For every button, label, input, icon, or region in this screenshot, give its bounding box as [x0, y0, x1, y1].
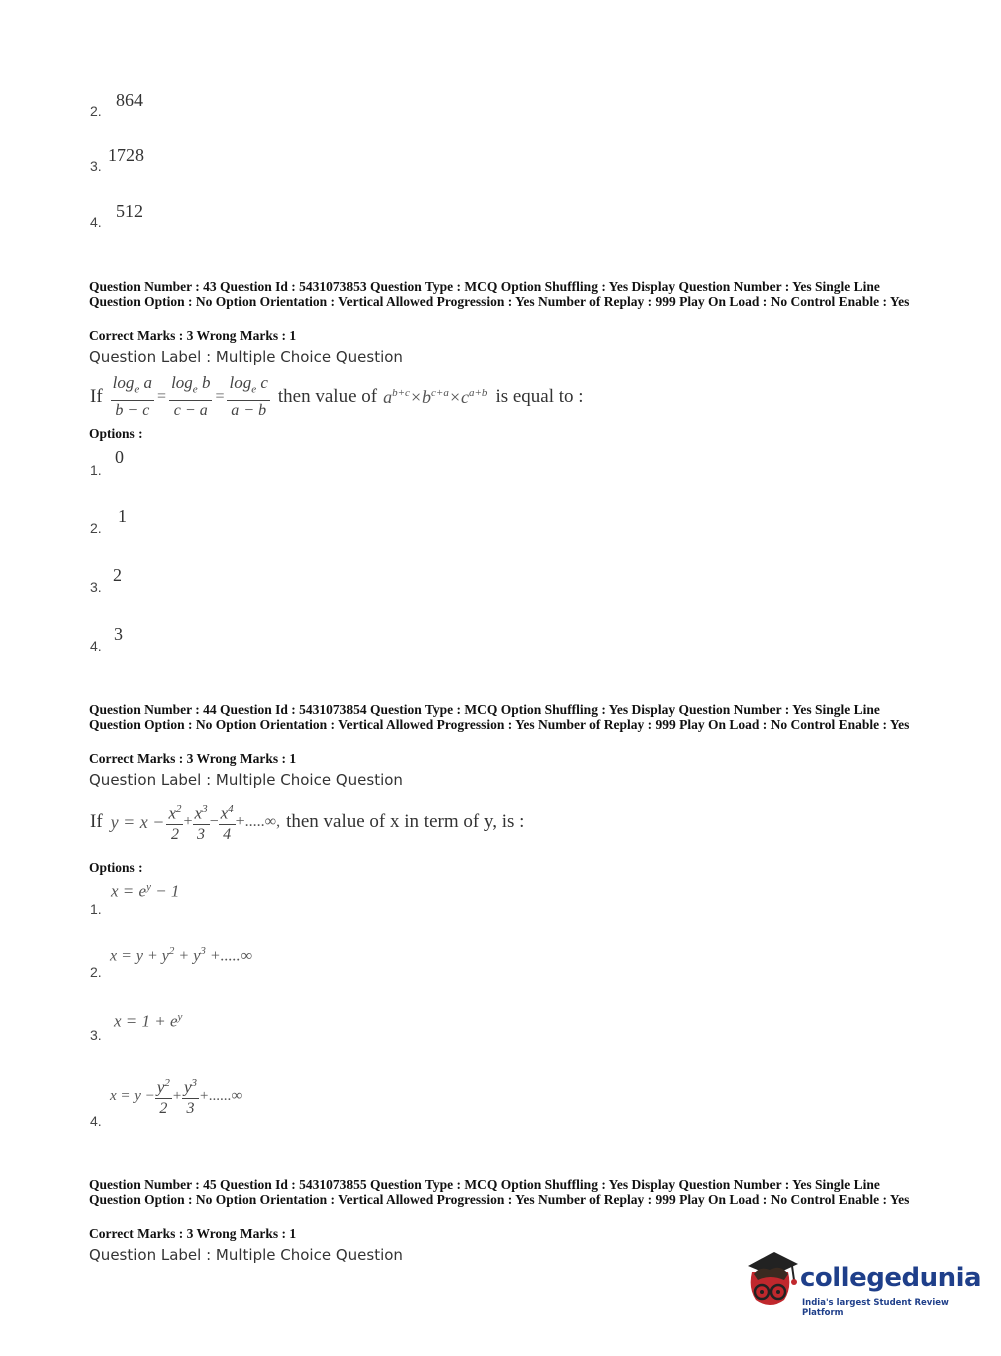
options-heading: Options : — [89, 860, 143, 875]
question-marks: Correct Marks : 3 Wrong Marks : 1 — [89, 328, 297, 343]
question-if: If — [90, 386, 103, 407]
option-formula: $x = 1 + e^y$ — [114, 1011, 183, 1031]
options-heading: Options : — [89, 426, 143, 441]
option-number: 3. — [90, 579, 102, 595]
option-number: 1. — [90, 901, 102, 917]
option-formula: $x = y + y^2 + y^3$ +.....∞ — [110, 945, 253, 965]
question-suffix: then value of — [277, 386, 378, 407]
option-value: 1728 — [108, 145, 144, 165]
option-number: 3. — [90, 1027, 102, 1043]
question-meta: Question Number : 44 Question Id : 5431073854 Question Type : MCQ Option Shuffling : Yes Display Question Number : Yes Single Line Question Option : No Option Orientation : Vertical Allowed Progression : Yes Number of Replay : 999 Play On Load : No Control Enable : Yes — [89, 702, 910, 732]
option-value: 0 — [115, 447, 124, 467]
question-text: If y = x − $\frac{x^2}{2}$ + $\frac{x^3}{3}$ − $\frac{x^4}{4}$ +.....∞, then value of x in term of y, is : — [90, 795, 524, 849]
question-marks: Correct Marks : 3 Wrong Marks : 1 — [89, 1226, 297, 1241]
question-label: Question Label : Multiple Choice Question — [89, 348, 403, 366]
question-label: Question Label : Multiple Choice Question — [89, 771, 403, 789]
logo-brand: collegedunia — [800, 1263, 982, 1293]
question-meta: Question Number : 43 Question Id : 5431073853 Question Type : MCQ Option Shuffling : Yes Display Question Number : Yes Single Line Question Option : No Option Orientation : Vertical Allowed Progression : Yes Number of Replay : 999 Play On Load : No Control Enable : Yes — [89, 279, 910, 309]
option-number: 4. — [90, 638, 102, 654]
mascot-icon — [740, 1248, 802, 1316]
option-number: 2. — [90, 520, 102, 536]
question-text: If $\frac{\log_e a}{b - c}$ = $\frac{\log_e b}{c - a}$ = $\frac{\log_e c}{a - b}$ then value of $a^{b+c}\times b^{c+a}\times c^{a+b}$ is equal to : — [90, 373, 584, 419]
option-value: 2 — [113, 565, 122, 585]
option-value: 512 — [116, 201, 143, 221]
question-if: If — [90, 811, 103, 832]
question-end: is equal to : — [495, 386, 584, 407]
question-marks: Correct Marks : 3 Wrong Marks : 1 — [89, 751, 297, 766]
option-value: 3 — [114, 624, 123, 644]
logo-tagline: India's largest Student Review Platform — [802, 1298, 949, 1318]
option-number: 4. — [90, 1113, 102, 1129]
collegedunia-logo — [740, 1248, 982, 1320]
option-number: 2. — [90, 964, 102, 980]
option-value: 1 — [118, 506, 127, 526]
option-value: 864 — [116, 90, 143, 110]
question-label: Question Label : Multiple Choice Question — [89, 1246, 403, 1264]
question-meta: Question Number : 45 Question Id : 5431073855 Question Type : MCQ Option Shuffling : Yes Display Question Number : Yes Single Line Question Option : No Option Orientation : Vertical Allowed Progression : Yes Number of Replay : 999 Play On Load : No Control Enable : Yes — [89, 1177, 910, 1207]
option-formula: $x = e^y - 1$ — [111, 881, 180, 901]
option-number: 1. — [90, 462, 102, 478]
option-number: 4. — [90, 214, 102, 230]
question-suffix: then value of x in term of y, is : — [286, 811, 525, 832]
option-formula: x = y − $\frac{y^2}{2}$ + $\frac{y^3}{3}$ +......∞ — [110, 1068, 242, 1124]
option-number: 2. — [90, 103, 102, 119]
option-number: 3. — [90, 158, 102, 174]
